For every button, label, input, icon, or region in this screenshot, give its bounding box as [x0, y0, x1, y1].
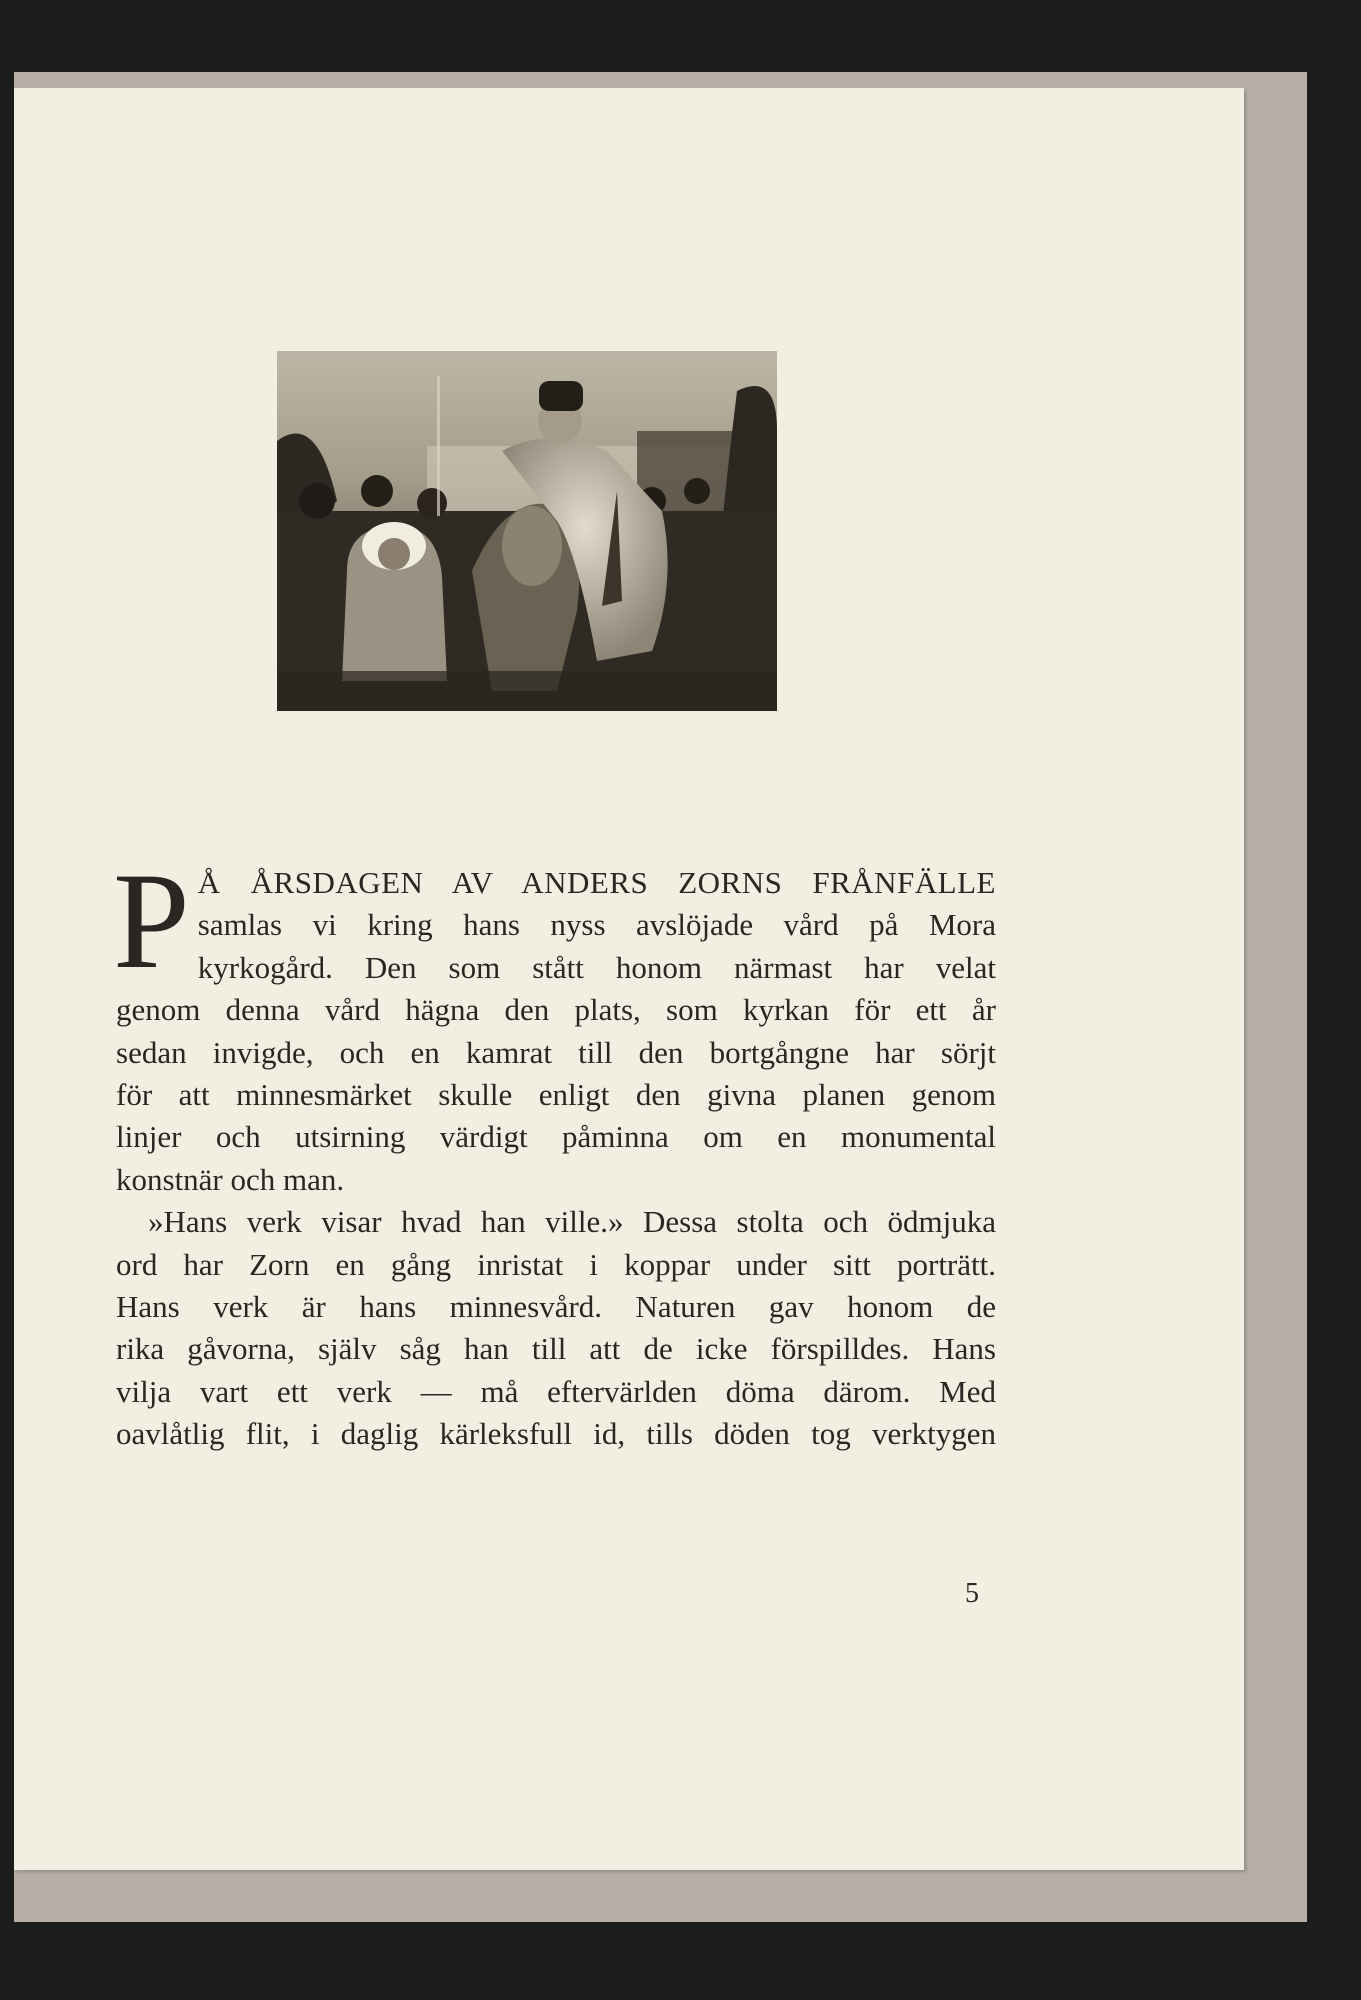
drop-cap: P	[113, 844, 190, 997]
text-line: rika gåvorna, själv såg han till att de icke förspilldes. Hans	[116, 1331, 996, 1367]
photograph	[277, 351, 777, 711]
text-line: linjer och utsirning värdigt påminna om en monumental	[116, 1119, 996, 1155]
paragraph-1	[113, 844, 996, 1201]
text-line: oavlåtlig flit, i daglig kärleksfull id, tills döden tog verktygen	[116, 1416, 996, 1452]
text-line: Å ÅRSDAGEN AV ANDERS ZORNS FRÅNFÄLLE	[197, 865, 996, 900]
text-line: sedan invigde, och en kamrat till den bortgångne har sörjt	[116, 1034, 996, 1070]
text-line: för att minnesmärket skulle enligt den givna planen genom	[116, 1077, 996, 1113]
text-line: genom denna vård hägna den plats, som kyrkan för ett år	[116, 992, 996, 1028]
paragraph-2	[116, 1201, 996, 1455]
text-line: konstnär och man.	[116, 1161, 345, 1197]
text-line: kyrkogård. Den som stått honom närmast har velat	[197, 949, 996, 985]
text-line: vilja vart ett verk — må eftervärlden döma därom. Med	[116, 1373, 996, 1409]
text-line: Hans verk är hans minnesvård. Naturen gav honom de	[116, 1289, 996, 1325]
article-text	[113, 844, 996, 1456]
text-line: samlas vi kring hans nyss avslöjade vård på Mora	[197, 907, 996, 943]
book-page	[14, 88, 1244, 1870]
photograph-icon	[277, 351, 777, 711]
text-line: »Hans verk visar hvad han ville.» Dessa stolta och ödmjuka	[148, 1204, 996, 1240]
page-number: 5	[965, 1578, 979, 1609]
text-line: ord har Zorn en gång inristat i koppar under sitt porträtt.	[116, 1246, 996, 1282]
